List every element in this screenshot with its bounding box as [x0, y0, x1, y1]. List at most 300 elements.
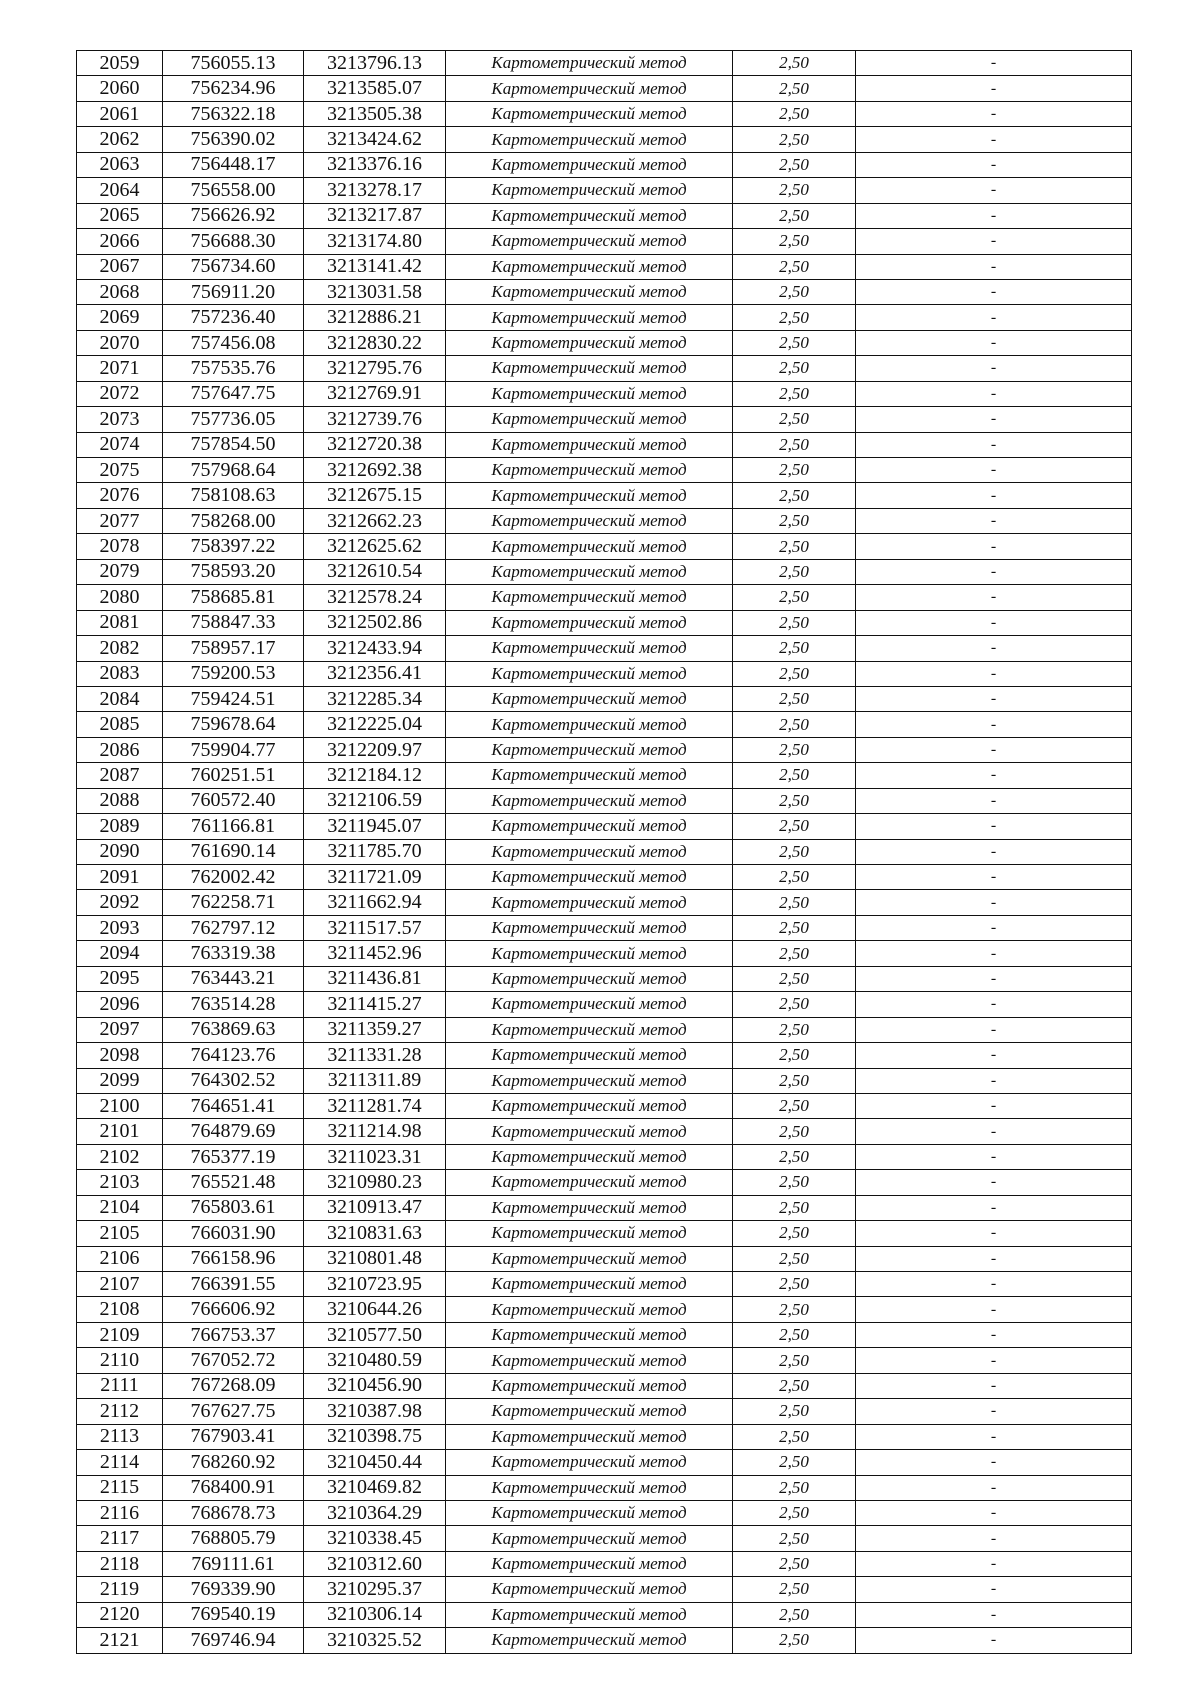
method-cell: Картометрический метод — [446, 1043, 733, 1068]
table-row — [77, 1373, 1132, 1398]
accuracy-cell: 2,50 — [733, 788, 856, 813]
x-coordinate-cell: 760572.40 — [163, 788, 304, 813]
x-coordinate-cell: 756734.60 — [163, 254, 304, 279]
y-coordinate-cell: 3212675.15 — [304, 483, 446, 508]
description-cell: - — [856, 1297, 1132, 1322]
description-cell: - — [856, 686, 1132, 711]
description-cell: - — [856, 585, 1132, 610]
point-number-cell: 2114 — [77, 1450, 163, 1475]
method-cell: Картометрический метод — [446, 763, 733, 788]
description-cell: - — [856, 788, 1132, 813]
table-row — [77, 559, 1132, 584]
description-cell: - — [856, 279, 1132, 304]
point-number-cell: 2072 — [77, 381, 163, 406]
accuracy-cell: 2,50 — [733, 407, 856, 432]
table-row — [77, 330, 1132, 355]
x-coordinate-cell: 762258.71 — [163, 890, 304, 915]
y-coordinate-cell: 3210387.98 — [304, 1399, 446, 1424]
accuracy-cell: 2,50 — [733, 941, 856, 966]
method-cell: Картометрический метод — [446, 254, 733, 279]
x-coordinate-cell: 759200.53 — [163, 661, 304, 686]
x-coordinate-cell: 768678.73 — [163, 1500, 304, 1525]
method-cell: Картометрический метод — [446, 1348, 733, 1373]
x-coordinate-cell: 757535.76 — [163, 356, 304, 381]
point-number-cell: 2069 — [77, 305, 163, 330]
y-coordinate-cell: 3211785.70 — [304, 839, 446, 864]
x-coordinate-cell: 756055.13 — [163, 51, 304, 76]
table-row — [77, 1399, 1132, 1424]
y-coordinate-cell: 3213278.17 — [304, 178, 446, 203]
description-cell: - — [856, 1093, 1132, 1118]
point-number-cell: 2082 — [77, 636, 163, 661]
point-number-cell: 2102 — [77, 1144, 163, 1169]
accuracy-cell: 2,50 — [733, 915, 856, 940]
description-cell: - — [856, 254, 1132, 279]
point-number-cell: 2080 — [77, 585, 163, 610]
point-number-cell: 2081 — [77, 610, 163, 635]
accuracy-cell: 2,50 — [733, 178, 856, 203]
point-number-cell: 2110 — [77, 1348, 163, 1373]
method-cell: Картометрический метод — [446, 559, 733, 584]
description-cell: - — [856, 1348, 1132, 1373]
point-number-cell: 2061 — [77, 101, 163, 126]
y-coordinate-cell: 3213031.58 — [304, 279, 446, 304]
y-coordinate-cell: 3212692.38 — [304, 458, 446, 483]
table-row — [77, 101, 1132, 126]
accuracy-cell: 2,50 — [733, 305, 856, 330]
point-number-cell: 2109 — [77, 1322, 163, 1347]
x-coordinate-cell: 756390.02 — [163, 127, 304, 152]
method-cell: Картометрический метод — [446, 1424, 733, 1449]
point-number-cell: 2100 — [77, 1093, 163, 1118]
description-cell: - — [856, 101, 1132, 126]
description-cell: - — [856, 865, 1132, 890]
description-cell: - — [856, 1017, 1132, 1042]
table-row — [77, 686, 1132, 711]
point-number-cell: 2064 — [77, 178, 163, 203]
x-coordinate-cell: 760251.51 — [163, 763, 304, 788]
accuracy-cell: 2,50 — [733, 636, 856, 661]
table-row — [77, 508, 1132, 533]
x-coordinate-cell: 769339.90 — [163, 1577, 304, 1602]
y-coordinate-cell: 3210913.47 — [304, 1195, 446, 1220]
description-cell: - — [856, 1322, 1132, 1347]
x-coordinate-cell: 758957.17 — [163, 636, 304, 661]
point-number-cell: 2075 — [77, 458, 163, 483]
table-row — [77, 1526, 1132, 1551]
method-cell: Картометрический метод — [446, 356, 733, 381]
method-cell: Картометрический метод — [446, 1450, 733, 1475]
point-number-cell: 2105 — [77, 1221, 163, 1246]
accuracy-cell: 2,50 — [733, 51, 856, 76]
method-cell: Картометрический метод — [446, 51, 733, 76]
description-cell: - — [856, 839, 1132, 864]
y-coordinate-cell: 3213505.38 — [304, 101, 446, 126]
table-row — [77, 1170, 1132, 1195]
x-coordinate-cell: 762797.12 — [163, 915, 304, 940]
y-coordinate-cell: 3213585.07 — [304, 76, 446, 101]
table-row — [77, 1144, 1132, 1169]
y-coordinate-cell: 3210644.26 — [304, 1297, 446, 1322]
y-coordinate-cell: 3212356.41 — [304, 661, 446, 686]
method-cell: Картометрический метод — [446, 330, 733, 355]
y-coordinate-cell: 3212184.12 — [304, 763, 446, 788]
point-number-cell: 2083 — [77, 661, 163, 686]
table-row — [77, 152, 1132, 177]
accuracy-cell: 2,50 — [733, 1450, 856, 1475]
x-coordinate-cell: 758685.81 — [163, 585, 304, 610]
method-cell: Картометрический метод — [446, 229, 733, 254]
x-coordinate-cell: 767268.09 — [163, 1373, 304, 1398]
point-number-cell: 2068 — [77, 279, 163, 304]
point-number-cell: 2094 — [77, 941, 163, 966]
table-row — [77, 407, 1132, 432]
description-cell: - — [856, 51, 1132, 76]
x-coordinate-cell: 763319.38 — [163, 941, 304, 966]
table-row — [77, 1322, 1132, 1347]
y-coordinate-cell: 3213217.87 — [304, 203, 446, 228]
method-cell: Картометрический метод — [446, 1577, 733, 1602]
accuracy-cell: 2,50 — [733, 1068, 856, 1093]
x-coordinate-cell: 765521.48 — [163, 1170, 304, 1195]
method-cell: Картометрический метод — [446, 992, 733, 1017]
table-row — [77, 432, 1132, 457]
y-coordinate-cell: 3212578.24 — [304, 585, 446, 610]
description-cell: - — [856, 203, 1132, 228]
table-row — [77, 127, 1132, 152]
method-cell: Картометрический метод — [446, 432, 733, 457]
description-cell: - — [856, 712, 1132, 737]
point-number-cell: 2091 — [77, 865, 163, 890]
point-number-cell: 2111 — [77, 1373, 163, 1398]
description-cell: - — [856, 1373, 1132, 1398]
x-coordinate-cell: 756688.30 — [163, 229, 304, 254]
x-coordinate-cell: 767052.72 — [163, 1348, 304, 1373]
accuracy-cell: 2,50 — [733, 1297, 856, 1322]
x-coordinate-cell: 768805.79 — [163, 1526, 304, 1551]
point-number-cell: 2063 — [77, 152, 163, 177]
x-coordinate-cell: 759424.51 — [163, 686, 304, 711]
point-number-cell: 2103 — [77, 1170, 163, 1195]
accuracy-cell: 2,50 — [733, 1628, 856, 1653]
table-row — [77, 788, 1132, 813]
accuracy-cell: 2,50 — [733, 534, 856, 559]
x-coordinate-cell: 765377.19 — [163, 1144, 304, 1169]
method-cell: Картометрический метод — [446, 661, 733, 686]
method-cell: Картометрический метод — [446, 1500, 733, 1525]
y-coordinate-cell: 3210312.60 — [304, 1551, 446, 1576]
accuracy-cell: 2,50 — [733, 737, 856, 762]
description-cell: - — [856, 1577, 1132, 1602]
table-row — [77, 610, 1132, 635]
description-cell: - — [856, 941, 1132, 966]
accuracy-cell: 2,50 — [733, 483, 856, 508]
method-cell: Картометрический метод — [446, 76, 733, 101]
method-cell: Картометрический метод — [446, 712, 733, 737]
y-coordinate-cell: 3210398.75 — [304, 1424, 446, 1449]
y-coordinate-cell: 3212662.23 — [304, 508, 446, 533]
accuracy-cell: 2,50 — [733, 1399, 856, 1424]
x-coordinate-cell: 769111.61 — [163, 1551, 304, 1576]
x-coordinate-cell: 756448.17 — [163, 152, 304, 177]
point-number-cell: 2067 — [77, 254, 163, 279]
method-cell: Картометрический метод — [446, 788, 733, 813]
method-cell: Картометрический метод — [446, 1170, 733, 1195]
x-coordinate-cell: 758593.20 — [163, 559, 304, 584]
x-coordinate-cell: 769746.94 — [163, 1628, 304, 1653]
y-coordinate-cell: 3210577.50 — [304, 1322, 446, 1347]
y-coordinate-cell: 3213174.80 — [304, 229, 446, 254]
description-cell: - — [856, 737, 1132, 762]
method-cell: Картометрический метод — [446, 610, 733, 635]
x-coordinate-cell: 758397.22 — [163, 534, 304, 559]
x-coordinate-cell: 768400.91 — [163, 1475, 304, 1500]
point-number-cell: 2073 — [77, 407, 163, 432]
accuracy-cell: 2,50 — [733, 254, 856, 279]
y-coordinate-cell: 3211517.57 — [304, 915, 446, 940]
table-row — [77, 1551, 1132, 1576]
x-coordinate-cell: 756322.18 — [163, 101, 304, 126]
description-cell: - — [856, 381, 1132, 406]
method-cell: Картометрический метод — [446, 865, 733, 890]
table-row — [77, 1500, 1132, 1525]
accuracy-cell: 2,50 — [733, 966, 856, 991]
table-row — [77, 585, 1132, 610]
y-coordinate-cell: 3211214.98 — [304, 1119, 446, 1144]
y-coordinate-cell: 3213141.42 — [304, 254, 446, 279]
y-coordinate-cell: 3211415.27 — [304, 992, 446, 1017]
accuracy-cell: 2,50 — [733, 381, 856, 406]
accuracy-cell: 2,50 — [733, 127, 856, 152]
accuracy-cell: 2,50 — [733, 1475, 856, 1500]
x-coordinate-cell: 758268.00 — [163, 508, 304, 533]
y-coordinate-cell: 3210801.48 — [304, 1246, 446, 1271]
method-cell: Картометрический метод — [446, 1246, 733, 1271]
table-row — [77, 941, 1132, 966]
point-number-cell: 2088 — [77, 788, 163, 813]
y-coordinate-cell: 3210723.95 — [304, 1272, 446, 1297]
y-coordinate-cell: 3213376.16 — [304, 152, 446, 177]
y-coordinate-cell: 3210469.82 — [304, 1475, 446, 1500]
y-coordinate-cell: 3211331.28 — [304, 1043, 446, 1068]
accuracy-cell: 2,50 — [733, 1602, 856, 1627]
point-number-cell: 2089 — [77, 814, 163, 839]
accuracy-cell: 2,50 — [733, 814, 856, 839]
point-number-cell: 2099 — [77, 1068, 163, 1093]
accuracy-cell: 2,50 — [733, 1119, 856, 1144]
table-row — [77, 1195, 1132, 1220]
y-coordinate-cell: 3211311.89 — [304, 1068, 446, 1093]
point-number-cell: 2096 — [77, 992, 163, 1017]
description-cell: - — [856, 966, 1132, 991]
method-cell: Картометрический метод — [446, 1551, 733, 1576]
x-coordinate-cell: 759678.64 — [163, 712, 304, 737]
x-coordinate-cell: 767627.75 — [163, 1399, 304, 1424]
description-cell: - — [856, 1170, 1132, 1195]
table-row — [77, 763, 1132, 788]
point-number-cell: 2112 — [77, 1399, 163, 1424]
y-coordinate-cell: 3210980.23 — [304, 1170, 446, 1195]
x-coordinate-cell: 762002.42 — [163, 865, 304, 890]
point-number-cell: 2115 — [77, 1475, 163, 1500]
method-cell: Картометрический метод — [446, 966, 733, 991]
description-cell: - — [856, 1628, 1132, 1653]
point-number-cell: 2101 — [77, 1119, 163, 1144]
description-cell: - — [856, 305, 1132, 330]
table-row — [77, 1119, 1132, 1144]
y-coordinate-cell: 3210480.59 — [304, 1348, 446, 1373]
description-cell: - — [856, 1602, 1132, 1627]
y-coordinate-cell: 3212433.94 — [304, 636, 446, 661]
accuracy-cell: 2,50 — [733, 559, 856, 584]
method-cell: Картометрический метод — [446, 890, 733, 915]
x-coordinate-cell: 757456.08 — [163, 330, 304, 355]
x-coordinate-cell: 756558.00 — [163, 178, 304, 203]
table-row — [77, 1043, 1132, 1068]
y-coordinate-cell: 3210364.29 — [304, 1500, 446, 1525]
method-cell: Картометрический метод — [446, 1144, 733, 1169]
point-number-cell: 2098 — [77, 1043, 163, 1068]
point-number-cell: 2074 — [77, 432, 163, 457]
table-row — [77, 1272, 1132, 1297]
point-number-cell: 2108 — [77, 1297, 163, 1322]
method-cell: Картометрический метод — [446, 534, 733, 559]
x-coordinate-cell: 756626.92 — [163, 203, 304, 228]
accuracy-cell: 2,50 — [733, 330, 856, 355]
accuracy-cell: 2,50 — [733, 432, 856, 457]
table-row — [77, 1602, 1132, 1627]
accuracy-cell: 2,50 — [733, 1424, 856, 1449]
accuracy-cell: 2,50 — [733, 279, 856, 304]
y-coordinate-cell: 3212886.21 — [304, 305, 446, 330]
method-cell: Картометрический метод — [446, 1195, 733, 1220]
point-number-cell: 2087 — [77, 763, 163, 788]
description-cell: - — [856, 1119, 1132, 1144]
x-coordinate-cell: 764123.76 — [163, 1043, 304, 1068]
x-coordinate-cell: 766158.96 — [163, 1246, 304, 1271]
description-cell: - — [856, 1475, 1132, 1500]
table-row — [77, 51, 1132, 76]
description-cell: - — [856, 508, 1132, 533]
y-coordinate-cell: 3211662.94 — [304, 890, 446, 915]
method-cell: Картометрический метод — [446, 381, 733, 406]
accuracy-cell: 2,50 — [733, 686, 856, 711]
description-cell: - — [856, 1399, 1132, 1424]
x-coordinate-cell: 766753.37 — [163, 1322, 304, 1347]
method-cell: Картометрический метод — [446, 585, 733, 610]
point-number-cell: 2113 — [77, 1424, 163, 1449]
method-cell: Картометрический метод — [446, 636, 733, 661]
x-coordinate-cell: 761690.14 — [163, 839, 304, 864]
point-number-cell: 2060 — [77, 76, 163, 101]
y-coordinate-cell: 3211945.07 — [304, 814, 446, 839]
accuracy-cell: 2,50 — [733, 712, 856, 737]
accuracy-cell: 2,50 — [733, 1500, 856, 1525]
table-row — [77, 254, 1132, 279]
point-number-cell: 2116 — [77, 1500, 163, 1525]
y-coordinate-cell: 3212739.76 — [304, 407, 446, 432]
description-cell: - — [856, 610, 1132, 635]
accuracy-cell: 2,50 — [733, 839, 856, 864]
method-cell: Картометрический метод — [446, 1322, 733, 1347]
table-row — [77, 966, 1132, 991]
accuracy-cell: 2,50 — [733, 1017, 856, 1042]
method-cell: Картометрический метод — [446, 203, 733, 228]
y-coordinate-cell: 3210456.90 — [304, 1373, 446, 1398]
method-cell: Картометрический метод — [446, 1297, 733, 1322]
table-row — [77, 76, 1132, 101]
y-coordinate-cell: 3211023.31 — [304, 1144, 446, 1169]
table-row — [77, 1297, 1132, 1322]
method-cell: Картометрический метод — [446, 458, 733, 483]
x-coordinate-cell: 764879.69 — [163, 1119, 304, 1144]
table-row — [77, 381, 1132, 406]
description-cell: - — [856, 1068, 1132, 1093]
accuracy-cell: 2,50 — [733, 1144, 856, 1169]
table-row — [77, 1424, 1132, 1449]
method-cell: Картометрический метод — [446, 483, 733, 508]
description-cell: - — [856, 1500, 1132, 1525]
description-cell: - — [856, 458, 1132, 483]
description-cell: - — [856, 1144, 1132, 1169]
y-coordinate-cell: 3212106.59 — [304, 788, 446, 813]
table-row — [77, 279, 1132, 304]
accuracy-cell: 2,50 — [733, 865, 856, 890]
method-cell: Картометрический метод — [446, 686, 733, 711]
y-coordinate-cell: 3211452.96 — [304, 941, 446, 966]
method-cell: Картометрический метод — [446, 279, 733, 304]
accuracy-cell: 2,50 — [733, 1577, 856, 1602]
description-cell: - — [856, 636, 1132, 661]
x-coordinate-cell: 766031.90 — [163, 1221, 304, 1246]
method-cell: Картометрический метод — [446, 1093, 733, 1118]
method-cell: Картометрический метод — [446, 1526, 733, 1551]
x-coordinate-cell: 757647.75 — [163, 381, 304, 406]
table-row — [77, 636, 1132, 661]
method-cell: Картометрический метод — [446, 407, 733, 432]
table-row — [77, 458, 1132, 483]
y-coordinate-cell: 3213424.62 — [304, 127, 446, 152]
description-cell: - — [856, 1246, 1132, 1271]
x-coordinate-cell: 758108.63 — [163, 483, 304, 508]
coordinates-table — [76, 50, 1132, 1654]
method-cell: Картометрический метод — [446, 1475, 733, 1500]
accuracy-cell: 2,50 — [733, 1348, 856, 1373]
accuracy-cell: 2,50 — [733, 585, 856, 610]
x-coordinate-cell: 764302.52 — [163, 1068, 304, 1093]
table-row — [77, 1246, 1132, 1271]
method-cell: Картометрический метод — [446, 839, 733, 864]
point-number-cell: 2071 — [77, 356, 163, 381]
accuracy-cell: 2,50 — [733, 661, 856, 686]
table-row — [77, 229, 1132, 254]
y-coordinate-cell: 3212285.34 — [304, 686, 446, 711]
x-coordinate-cell: 757736.05 — [163, 407, 304, 432]
table-row — [77, 661, 1132, 686]
method-cell: Картометрический метод — [446, 1399, 733, 1424]
table-row — [77, 178, 1132, 203]
method-cell: Картометрический метод — [446, 1068, 733, 1093]
y-coordinate-cell: 3212769.91 — [304, 381, 446, 406]
y-coordinate-cell: 3212625.62 — [304, 534, 446, 559]
accuracy-cell: 2,50 — [733, 1551, 856, 1576]
table-row — [77, 483, 1132, 508]
y-coordinate-cell: 3212830.22 — [304, 330, 446, 355]
description-cell: - — [856, 1551, 1132, 1576]
point-number-cell: 2095 — [77, 966, 163, 991]
table-row — [77, 1348, 1132, 1373]
x-coordinate-cell: 766391.55 — [163, 1272, 304, 1297]
